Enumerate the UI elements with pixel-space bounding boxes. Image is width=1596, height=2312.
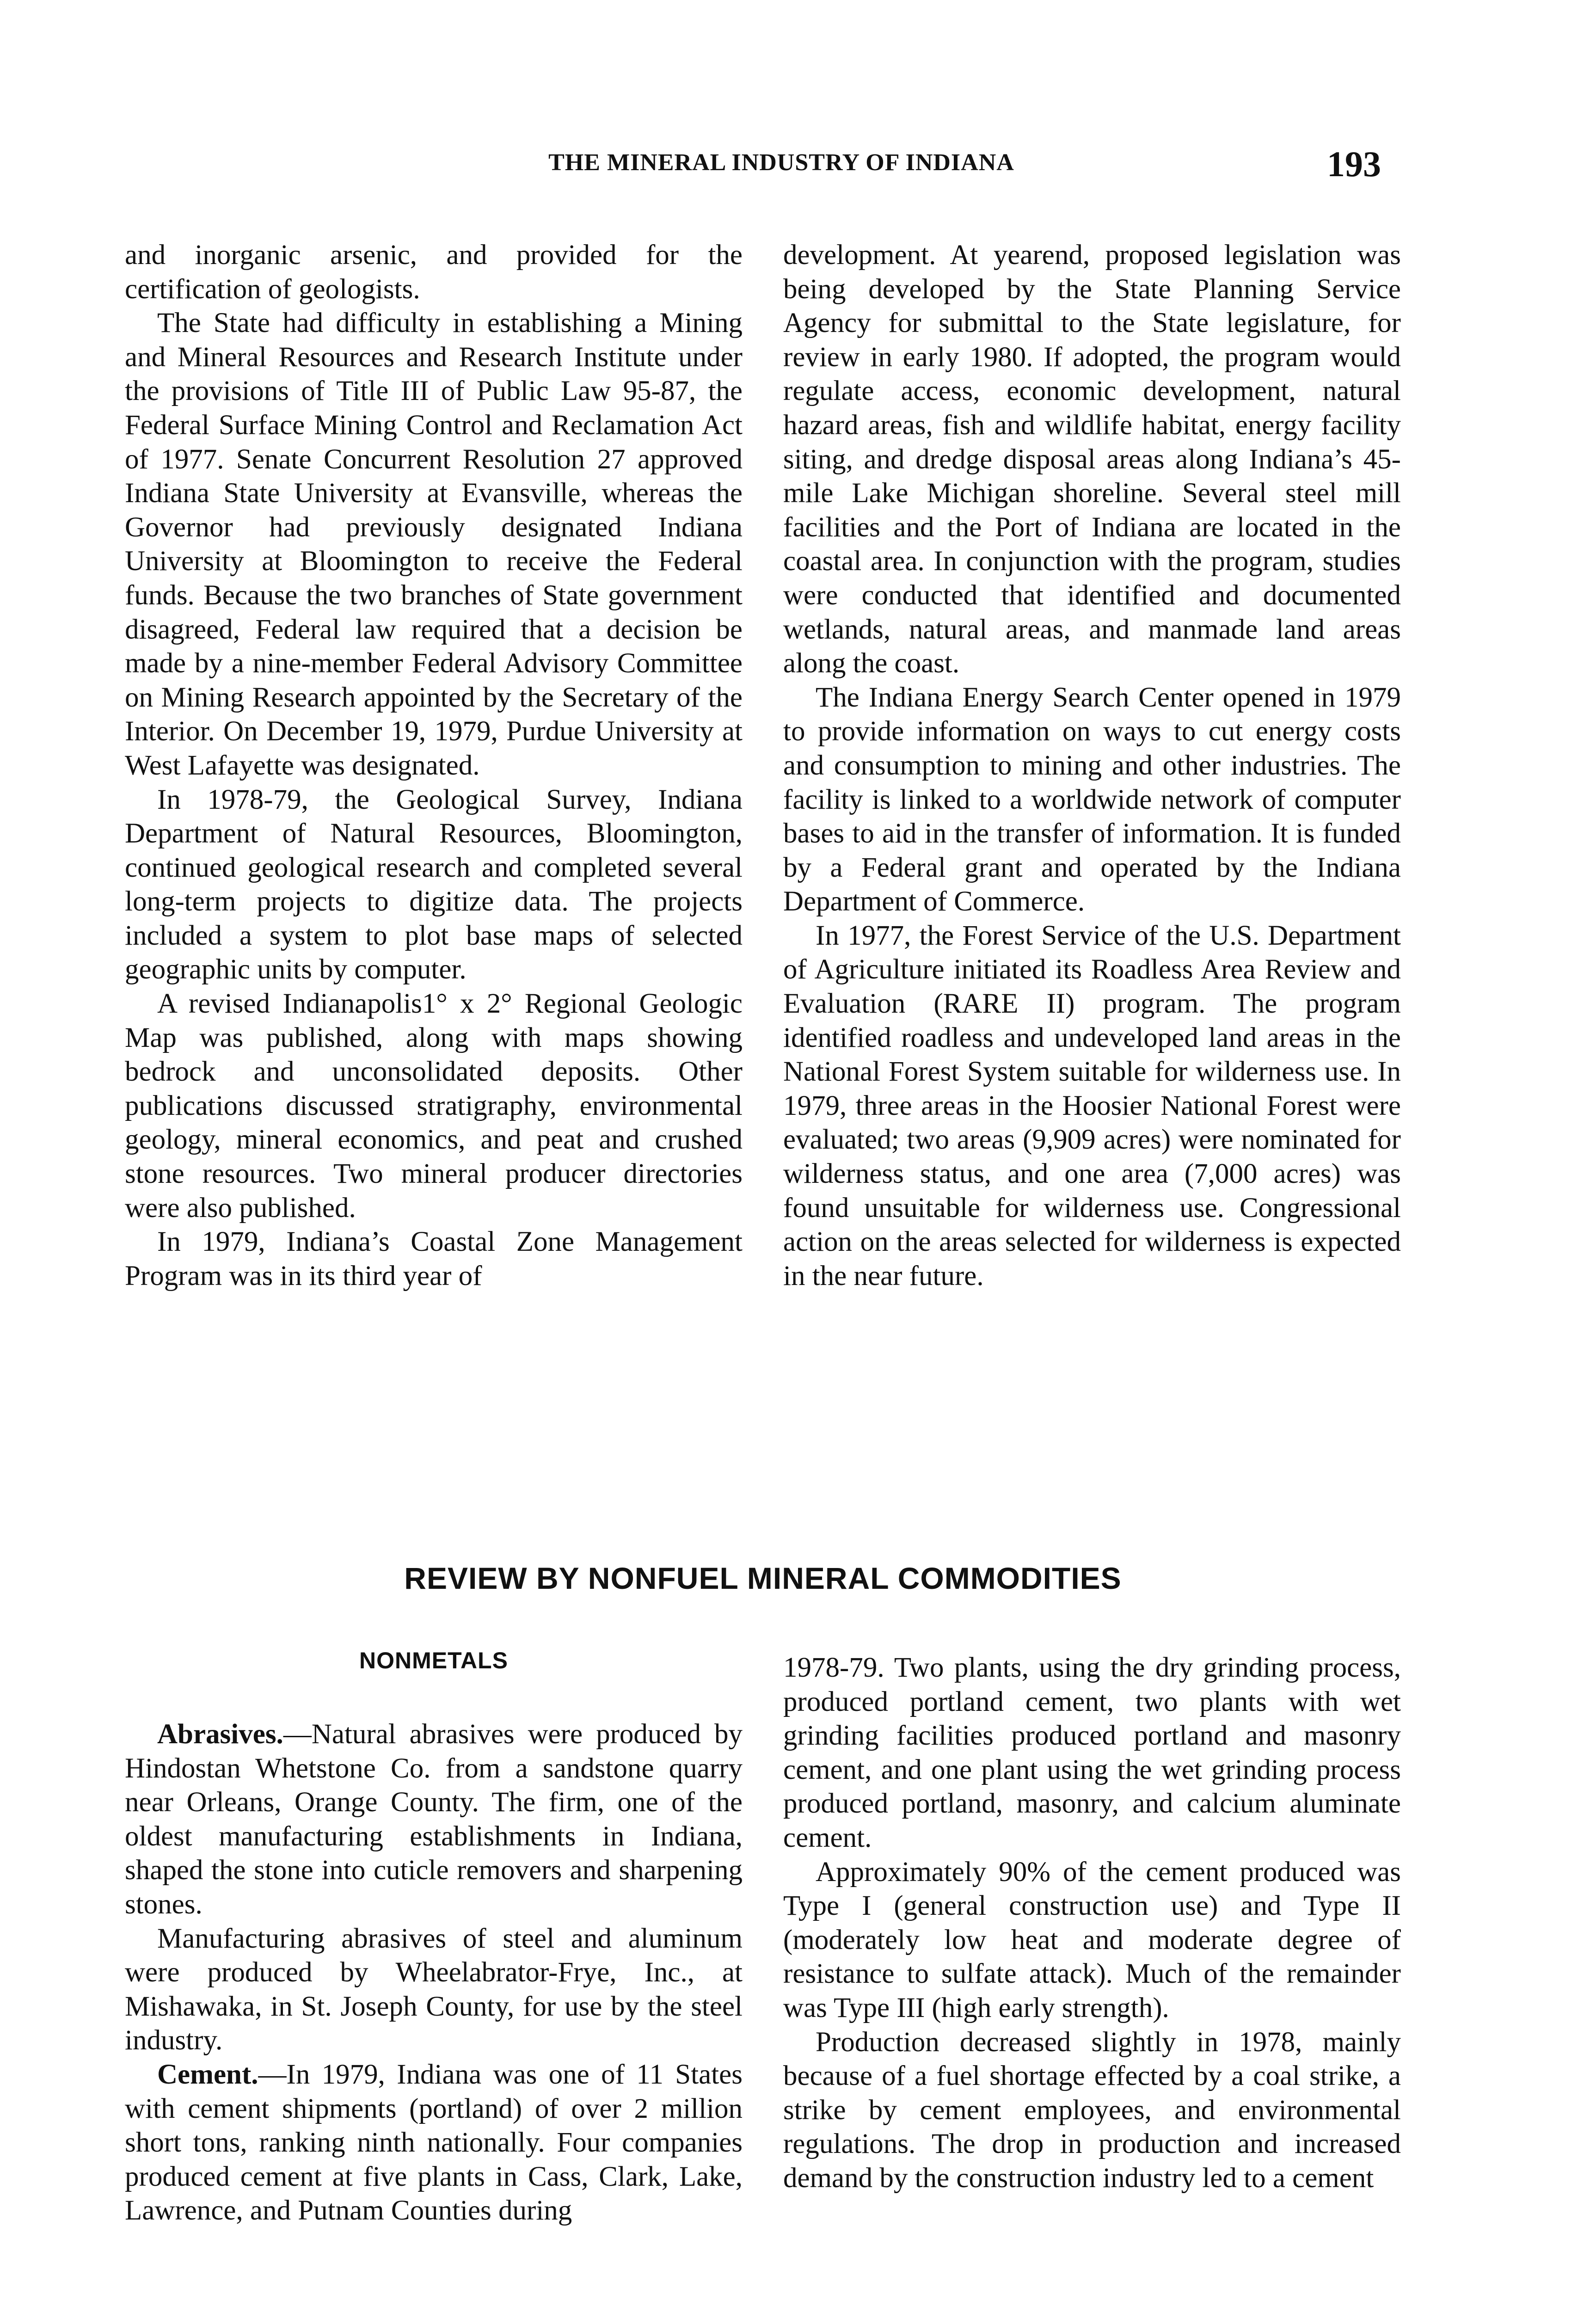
paragraph-cement	[125, 2058, 743, 2228]
paragraph: In 1977, the Forest Service of the U.S. Department of Agriculture initiated its Roadless Area Review and Evaluation (RARE II) program. The program identified roadless and undeveloped land areas in the National Forest System suitable for wilderness use. In 1979, three areas in the Hoosier National Forest were evaluated; two areas (9,909 acres) were nominated for wilderness status, and one area (7,000 acres) was found unsuitable for wilderness use. Congressional action on the areas selected for wilderness is expected in the near future.	[783, 920, 1401, 1291]
paragraph: and inorganic arsenic, and provided for the certification of geologists.	[125, 240, 743, 305]
paragraph: 1978-79. Two plants, using the dry grinding process, produced portland cement, two plants with wet grinding facilities produced portland and masonry cement, and one plant using the wet grinding process produced portland, masonry, and calcium aluminate cement.	[783, 1652, 1401, 1853]
paragraph-abrasives	[125, 1717, 743, 1922]
right-column-bottom	[783, 1651, 1401, 2195]
paragraph: In 1979, Indiana’s Coastal Zone Management Program was in its third year of	[125, 1226, 743, 1291]
page-number: 193	[1327, 144, 1381, 184]
paragraph: Approximately 90% of the cement produced was Type I (general construction use) and Type II (moderately low heat and moderate degree of resistance to sulfate attack). Much of the remainder was Type III (high early strength).	[783, 1856, 1401, 2023]
left-column-top	[125, 238, 743, 1293]
paragraph: development. At yearend, proposed legislation was being developed by the State Planning Service Agency for submittal to the State legislature, for review in early 1980. If adopted, the program would regulate access, economic development, natural hazard areas, fish and wildlife habitat, energy facility siting, and dredge disposal areas along Indiana’s 45-mile Lake Michigan shoreline. Several steel mill facilities and the Port of Indiana are located in the coastal area. In conjunction with the program, studies were conducted that identified and documented wetlands, natural areas, and manmade land areas along the coast.	[783, 240, 1401, 679]
paragraph: A revised Indianapolis1° x 2° Regional Geologic Map was published, along with maps showing bedrock and unconsolidated deposits. Other publications discussed stratigraphy, environmental geology, mineral economics, and peat and crushed stone resources. Two mineral producer directories were also published.	[125, 988, 743, 1224]
run-in-heading: Cement.	[157, 2059, 258, 2090]
paragraph: The State had difficulty in establishing a Mining and Mineral Resources and Research Institute under the provisions of Title III of Public Law 95-87, the Federal Surface Mining Control and Reclamation Act of 1977. Senate Concurrent Resolution 27 approved Indiana State University at Evansville, whereas the Governor had previously designated Indiana University at Bloomington to receive the Federal funds. Because the two branches of State government disagreed, Federal law required that a decision be made by a nine-member Federal Advisory Committee on Mining Research appointed by the Secretary of the Interior. On December 19, 1979, Purdue University at West Lafayette was designated.	[125, 307, 743, 781]
running-title: THE MINERAL INDUSTRY OF INDIANA	[548, 149, 1014, 176]
paragraph: Manufacturing abrasives of steel and aluminum were produced by Wheelabrator-Frye, Inc., at Mishawaka, in St. Joseph County, for use by the steel industry.	[125, 1923, 743, 2056]
left-column-bottom	[125, 1717, 743, 2228]
run-in-heading: Abrasives.	[157, 1719, 283, 1750]
paragraph: Production decreased slightly in 1978, mainly because of a fuel shortage effected by a coal strike, a strike by cement employees, and environmental regulations. The drop in production and increased demand by the construction industry led to a cement	[783, 2026, 1401, 2194]
paragraph-text: —Natural abrasives were produced by Hindostan Whetstone Co. from a sandstone quarry near Orleans, Orange County. The firm, one of the oldest manufacturing establishments in Indiana, shaped the stone into cuticle removers and sharpening stones.	[125, 1719, 743, 1920]
section-heading: REVIEW BY NONFUEL MINERAL COMMODITIES	[404, 1561, 1122, 1595]
paragraph: In 1978-79, the Geological Survey, Indiana Department of Natural Resources, Bloomington, continued geological research and completed several long-term projects to digitize data. The projects included a system to plot base maps of selected geographic units by computer.	[125, 784, 743, 985]
paragraph-text: —In 1979, Indiana was one of 11 States with cement shipments (portland) of over 2 million short tons, ranking ninth nationally. Four companies produced cement at five plants in Cass, Clark, Lake, Lawrence, and Putnam Counties during	[125, 2059, 743, 2226]
subsection-heading: NONMETALS	[359, 1648, 508, 1673]
right-column-top	[783, 238, 1401, 1293]
paragraph: The Indiana Energy Search Center opened in 1979 to provide information on ways to cut energy costs and consumption to mining and other industries. The facility is linked to a worldwide network of computer bases to aid in the transfer of information. It is funded by a Federal grant and operated by the Indiana Department of Commerce.	[783, 682, 1401, 917]
